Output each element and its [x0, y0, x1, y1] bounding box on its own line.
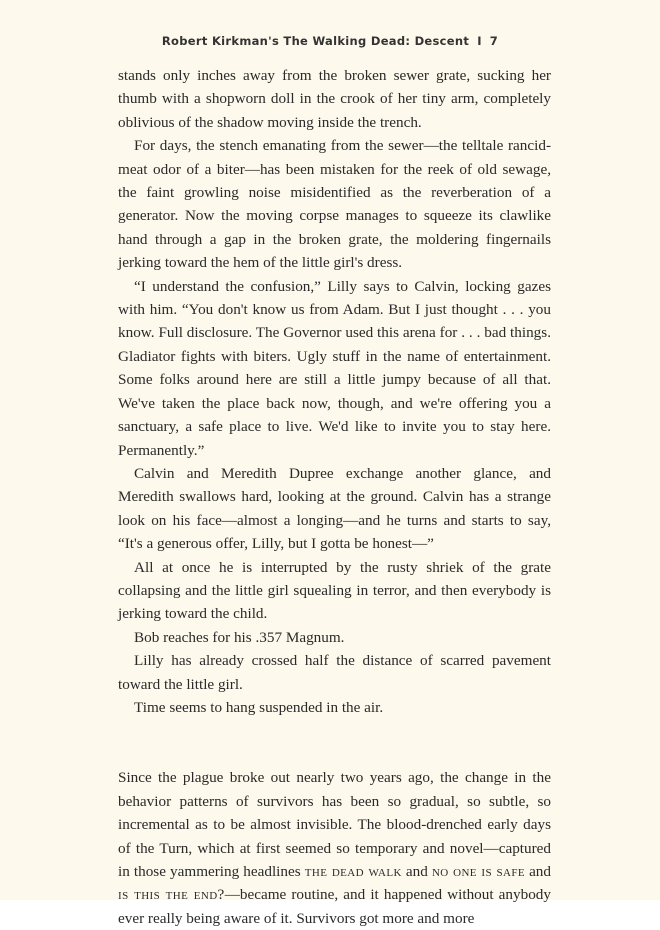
headline-dead-walk: the dead walk: [304, 863, 402, 880]
body-text: [118, 64, 551, 930]
paragraph: For days, the stench emanating from the sewer—the telltale rancid-meat odor of a biter—has been mistaken for the reek of old sewage, the faint growling noise misidentified as the reverberation of a generator. Now the moving corpse manages to squeeze its clawlike hand through a gap in the broken grate, the moldering fingernails jerking toward the hem of the little girl's dress.: [118, 137, 551, 272]
paragraph: Bob reaches for his .357 Magnum.: [134, 628, 345, 646]
book-title: Robert Kirkman's The Walking Dead: Descent: [161, 34, 470, 48]
section-break: [118, 719, 551, 766]
text-run: and: [401, 863, 432, 880]
text-run: Since the plague broke out nearly two years ago, the change in the behavior patterns of survivors has been so gradual, so subtle, so incremental as to be almost invisible. The blood-drenched early days of the Turn, which at first seemed so temporary and novel—captured in those yammering headlines: [118, 769, 551, 880]
paragraph: Time seems to hang suspended in the air.: [134, 698, 384, 716]
paragraph: “I understand the confusion,” Lilly says to Calvin, locking gazes with him. “You don't know us from Adam. But I just thought . . . you know. Full disclosure. The Governor used this arena for . . . bad things. Gladiator fights with biters. Ugly stuff in the name of entertainment. Some folks around here are still a little jumpy because of all that. We've taken the place back now, though, and we're offering you a sanctuary, a safe place to live. We'd like to invite you to stay here. Permanently.”: [118, 277, 551, 459]
headline-is-this-end: is this the end?: [118, 886, 225, 904]
paragraph: All at once he is interrupted by the rusty shriek of the grate collapsing and the little girl squealing in terror, and then everybody is jerking toward the child.: [118, 558, 551, 623]
paragraph: stands only inches away from the broken sewer grate, sucking her thumb with a shopworn doll in the crook of her tiny arm, completely oblivious of the shadow moving inside the trench.: [118, 67, 551, 131]
paragraph: Lilly has already crossed half the distance of scarred pavement toward the little girl.: [118, 652, 551, 693]
section-opening-paragraph: [118, 766, 551, 930]
headline-no-one-safe: no one is safe: [431, 863, 525, 880]
header-separator: I: [477, 34, 482, 48]
text-run: —became routine, and it happened without anybody ever really being aware of it. Survivors got more and more: [118, 886, 551, 927]
page-number: 7: [489, 34, 499, 48]
running-head: [0, 34, 660, 48]
paragraph: Calvin and Meredith Dupree exchange another glance, and Meredith swallows hard, looking at the ground. Calvin has a strange look on his face—almost a longing—and he turns and starts to say, “It's a generous offer, Lilly, but I gotta be honest—”: [118, 464, 551, 553]
text-run: and: [524, 863, 551, 880]
